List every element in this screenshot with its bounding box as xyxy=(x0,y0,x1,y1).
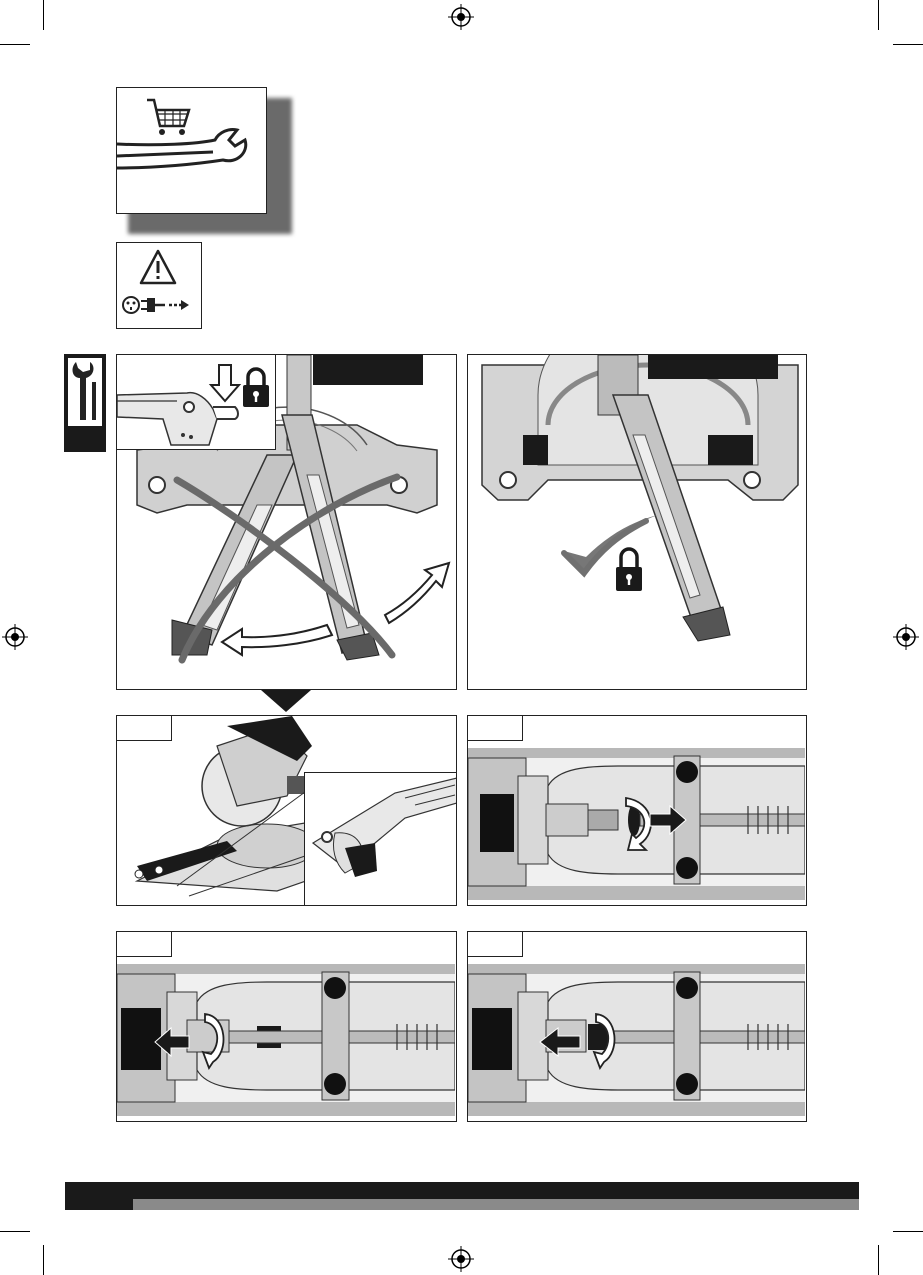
figure-adjust-1 xyxy=(467,715,807,906)
crop-mark xyxy=(43,1245,44,1275)
curved-arrow-icon xyxy=(385,563,449,623)
figure-tab xyxy=(467,931,523,957)
crop-mark xyxy=(878,0,879,30)
maintenance-icon-box xyxy=(116,87,267,214)
footer-accent xyxy=(133,1199,859,1210)
shopping-cart-and-wrench-icon xyxy=(117,88,265,212)
pointer-triangle-icon xyxy=(261,690,311,714)
figure-inset xyxy=(304,772,457,906)
registration-mark-icon xyxy=(448,4,474,30)
registration-mark-icon xyxy=(893,624,919,650)
figure-leg-correct xyxy=(467,354,807,690)
crop-mark xyxy=(0,1231,30,1232)
curved-arrow-icon xyxy=(222,625,332,655)
figure-tab xyxy=(116,931,172,957)
crop-mark xyxy=(878,1245,879,1275)
figure-adjust-2 xyxy=(116,931,457,1122)
figure-tab xyxy=(116,715,172,741)
down-arrow-icon xyxy=(211,365,239,401)
crop-mark xyxy=(893,44,923,45)
warning-unplug-box xyxy=(116,242,202,329)
wrench-section-icon xyxy=(68,358,102,426)
padlock-icon xyxy=(616,549,642,591)
crop-mark xyxy=(43,0,44,30)
figure-inset xyxy=(116,354,276,450)
registration-mark-icon xyxy=(2,624,28,650)
figure-tab xyxy=(467,715,523,741)
check-mark-icon xyxy=(564,521,646,573)
section-tab xyxy=(64,354,106,452)
figure-leg-wrong xyxy=(116,354,457,690)
registration-mark-icon xyxy=(448,1246,474,1272)
figure-saw-overview xyxy=(116,715,457,906)
padlock-icon xyxy=(243,369,269,407)
warning-unplug-icon xyxy=(117,243,200,327)
crop-mark xyxy=(0,44,30,45)
figure-adjust-3 xyxy=(467,931,807,1122)
crop-mark xyxy=(893,1231,923,1232)
